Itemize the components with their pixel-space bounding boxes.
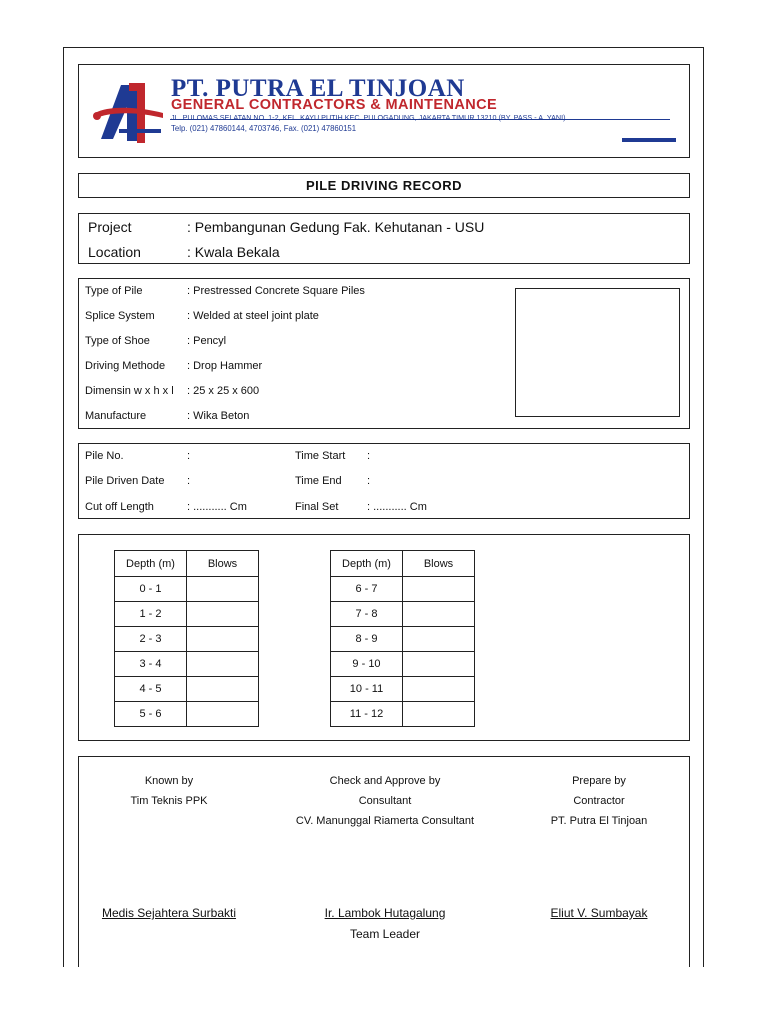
spec-label: Splice System	[85, 310, 155, 322]
blows-cell[interactable]	[403, 627, 475, 652]
prepare-by-role: Contractor	[573, 795, 625, 807]
table-row	[331, 577, 475, 602]
table-header-row	[331, 551, 475, 577]
location-value: : Kwala Bekala	[187, 244, 280, 260]
spec-value: : Prestressed Concrete Square Piles	[187, 285, 365, 297]
table-row	[331, 602, 475, 627]
project-label: Project	[88, 219, 132, 235]
table-row	[115, 602, 259, 627]
table-row	[331, 677, 475, 702]
project-value: : Pembangunan Gedung Fak. Kehutanan - USU	[187, 219, 485, 235]
known-by-org: Tim Teknis PPK	[130, 795, 208, 807]
blows-cell[interactable]	[187, 602, 259, 627]
company-logo-icon	[89, 77, 169, 149]
depth-header: Depth (m)	[331, 551, 403, 577]
blows-cell[interactable]	[403, 602, 475, 627]
depth-cell: 2 - 3	[115, 627, 187, 652]
depth-cell: 10 - 11	[331, 677, 403, 702]
cutoff-value: : ........... Cm	[187, 501, 247, 513]
spec-value: : 25 x 25 x 600	[187, 385, 260, 397]
blows-table-right	[330, 550, 475, 727]
cutoff-label: Cut off Length	[85, 501, 154, 513]
table-row	[331, 627, 475, 652]
depth-cell: 11 - 12	[331, 702, 403, 727]
signatory-name-2: Ir. Lambok Hutagalung	[324, 906, 446, 920]
depth-cell: 4 - 5	[115, 677, 187, 702]
table-row	[331, 652, 475, 677]
spec-label: Manufacture	[85, 410, 147, 422]
depth-cell: 5 - 6	[115, 702, 187, 727]
driven-date-value: :	[187, 475, 191, 487]
table-row	[115, 652, 259, 677]
check-by-column	[275, 771, 495, 831]
table-row	[115, 627, 259, 652]
pile-sketch-frame	[515, 288, 680, 417]
depth-cell: 7 - 8	[331, 602, 403, 627]
check-by-org: CV. Manunggal Riamerta Consultant	[295, 815, 475, 827]
final-set-value: : ........... Cm	[367, 501, 427, 513]
table-row	[331, 702, 475, 727]
table-header-row	[115, 551, 259, 577]
known-by-column	[99, 771, 239, 811]
signatory-name-3: Eliut V. Sumbayak	[550, 906, 648, 920]
check-by-role: Consultant	[358, 795, 412, 807]
blows-cell[interactable]	[403, 702, 475, 727]
company-contact: Telp. (021) 47860144, 4703746, Fax. (021) 47860151	[171, 124, 357, 133]
blows-cell[interactable]	[187, 577, 259, 602]
blows-cell[interactable]	[187, 627, 259, 652]
spec-label: Type of Shoe	[85, 335, 150, 347]
pile-spec-section	[78, 278, 690, 429]
spec-value: : Drop Hammer	[187, 360, 263, 372]
table-row	[115, 702, 259, 727]
blows-cell[interactable]	[187, 702, 259, 727]
time-end-label: Time End	[295, 475, 342, 487]
spec-value: : Wika Beton	[187, 410, 250, 422]
blows-cell[interactable]	[187, 652, 259, 677]
blows-table-left	[114, 550, 259, 727]
time-end-value: :	[367, 475, 371, 487]
depth-cell: 9 - 10	[331, 652, 403, 677]
final-set-label: Final Set	[295, 501, 339, 513]
spec-label: Dimensin w x h x l	[85, 385, 174, 397]
depth-cell: 0 - 1	[115, 577, 187, 602]
depth-cell: 1 - 2	[115, 602, 187, 627]
blows-cell[interactable]	[403, 677, 475, 702]
spec-label: Type of Pile	[85, 285, 143, 297]
location-label: Location	[88, 244, 141, 260]
company-tagline: GENERAL CONTRACTORS & MAINTENANCE	[171, 97, 498, 113]
document-title: PILE DRIVING RECORD	[78, 173, 690, 198]
table-row	[115, 577, 259, 602]
blows-header: Blows	[403, 551, 475, 577]
blows-header: Blows	[187, 551, 259, 577]
spec-value: : Pencyl	[187, 335, 227, 347]
pile-info-section	[78, 443, 690, 519]
prepare-by-label: Prepare by	[572, 775, 626, 787]
depth-header: Depth (m)	[115, 551, 187, 577]
depth-cell: 6 - 7	[331, 577, 403, 602]
signatory-title-2: Team Leader	[349, 927, 421, 941]
spec-label: Driving Methode	[85, 360, 166, 372]
depth-cell: 3 - 4	[115, 652, 187, 677]
signature-section	[78, 756, 690, 967]
depth-cell: 8 - 9	[331, 627, 403, 652]
pile-no-label: Pile No.	[85, 450, 124, 462]
company-name: PT. PUTRA EL TINJOAN	[171, 75, 465, 102]
signatory-name-1: Medis Sejahtera Surbakti	[101, 906, 237, 920]
pile-no-value: :	[187, 450, 191, 462]
blows-cell[interactable]	[187, 677, 259, 702]
table-row	[115, 677, 259, 702]
project-section	[78, 213, 690, 264]
blows-section	[78, 534, 690, 741]
spec-value: : Welded at steel joint plate	[187, 310, 319, 322]
check-by-label: Check and Approve by	[329, 775, 441, 787]
prepare-by-org: PT. Putra El Tinjoan	[550, 815, 648, 827]
known-by-label: Known by	[144, 775, 194, 787]
prepare-by-column	[514, 771, 684, 831]
blows-cell[interactable]	[403, 577, 475, 602]
header-accent-bar	[622, 138, 676, 142]
blows-cell[interactable]	[403, 652, 475, 677]
time-start-value: :	[367, 450, 371, 462]
driven-date-label: Pile Driven Date	[85, 475, 165, 487]
time-start-label: Time Start	[295, 450, 346, 462]
company-address: JL. PULOMAS SELATAN NO. 1-2, KEL. KAYU PUTIH KEC. PULOGADUNG, JAKARTA TIMUR 13210 (BY. PASS - A. YANI)	[171, 113, 566, 122]
